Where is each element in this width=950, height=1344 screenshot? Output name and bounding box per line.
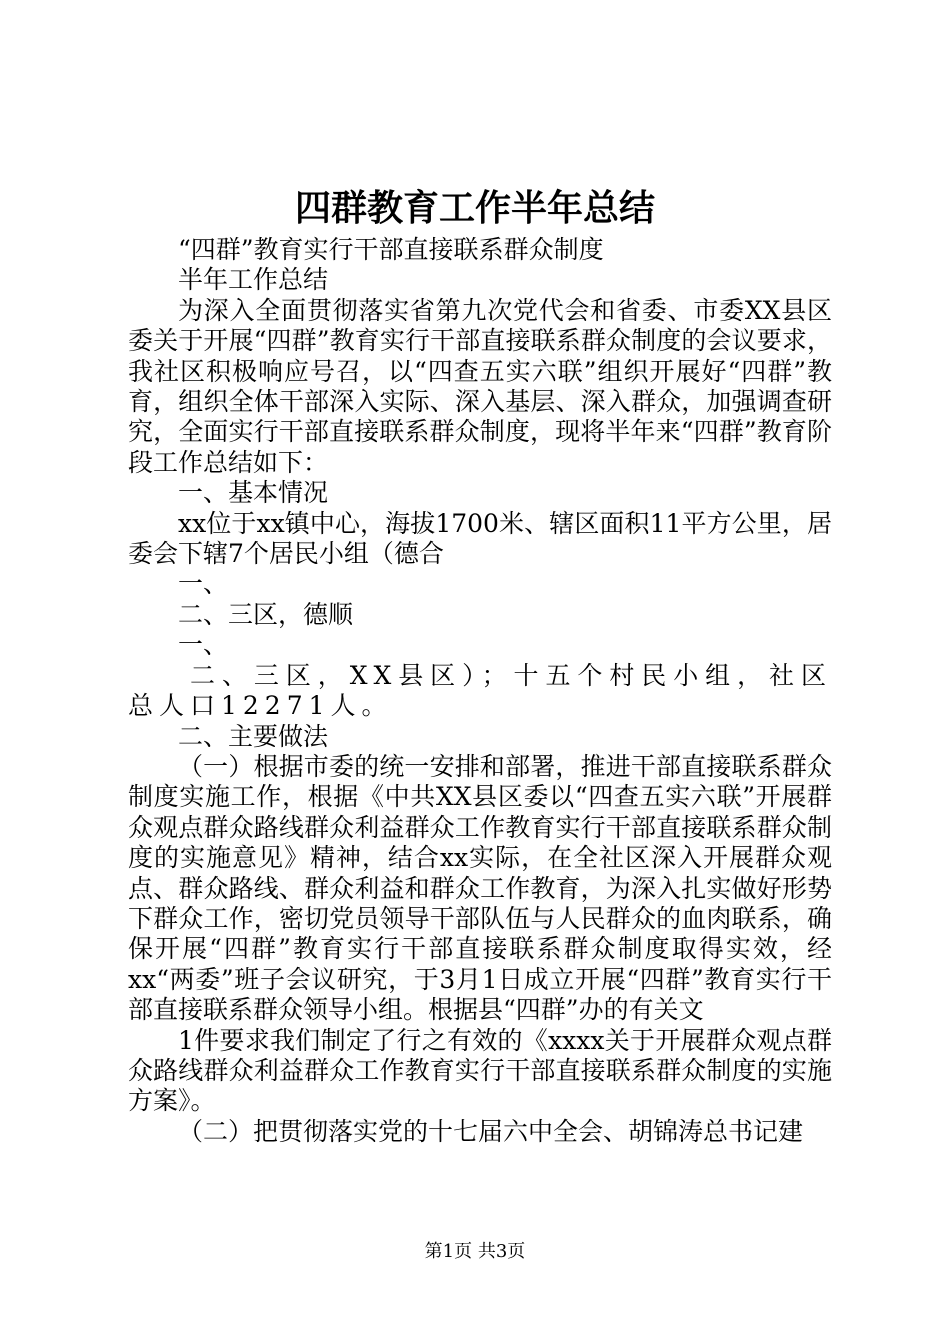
paragraph-method-1: （一）根据市委的统一安排和部署，推进干部直接联系群众制度实施工作，根据《中共XX县区委以“四查五实六联”开展群众观点群众路线群众利益群众工作教育实行干部直接联系群众制度的实施意见》精神，结合xx实际，在全社区深入开展群众观点、群众路线、群众利益和群众工作教育，为深入扎实做好形势下群众工作，密切党员领导干部队伍与人民群众的血肉联系，确保开展“四群”教育实行干部直接联系群众制度取得实效，经xx“两委”班子会议研究，于3月1日成立开展“四群”教育实行干部直接联系群众领导小组。根据县“四群”办的有关文 <box>128 751 832 1025</box>
fragment-line: 一、 <box>178 569 229 599</box>
paragraph-plan: 1件要求我们制定了行之有效的《xxxx关于开展群众观点群众路线群众利益群众工作教育实行干部直接联系群众制度的实施方案》。 <box>128 1025 832 1116</box>
fragment-line: 二、三区，德顺 <box>178 599 354 629</box>
paragraph-basic-info: xx位于xx镇中心，海拔1700米、辖区面积11平方公里，居委会下辖7个居民小组（德合 <box>128 508 832 569</box>
document-title: 四群教育工作半年总结 <box>294 187 655 229</box>
paragraph-population: 二、三区，XX县区）；十五个村民小组，社区总人口12271人。 <box>128 660 832 721</box>
fragment-line: 一、 <box>178 630 229 660</box>
paragraph-method-2: （二）把贯彻落实党的十七届六中全会、胡锦涛总书记建 <box>178 1116 804 1146</box>
subtitle-line-2: 半年工作总结 <box>178 265 329 295</box>
section-heading-methods: 二、主要做法 <box>178 721 329 751</box>
document-body <box>128 235 832 1147</box>
page-number: 第1页 共3页 <box>424 1241 526 1262</box>
paragraph-intro: 为深入全面贯彻落实省第九次党代会和省委、市委XX县区委关于开展“四群”教育实行干部直接联系群众制度的会议要求，我社区积极响应号召，以“四查五实六联”组织开展好“四群”教育，组织全体干部深入实际、深入基层、深入群众，加强调查研究，全面实行干部直接联系群众制度，现将半年来“四群”教育阶段工作总结如下： <box>128 295 832 477</box>
section-heading-basic: 一、基本情况 <box>178 478 329 508</box>
subtitle-line-1: “四群”教育实行干部直接联系群众制度 <box>178 235 604 264</box>
